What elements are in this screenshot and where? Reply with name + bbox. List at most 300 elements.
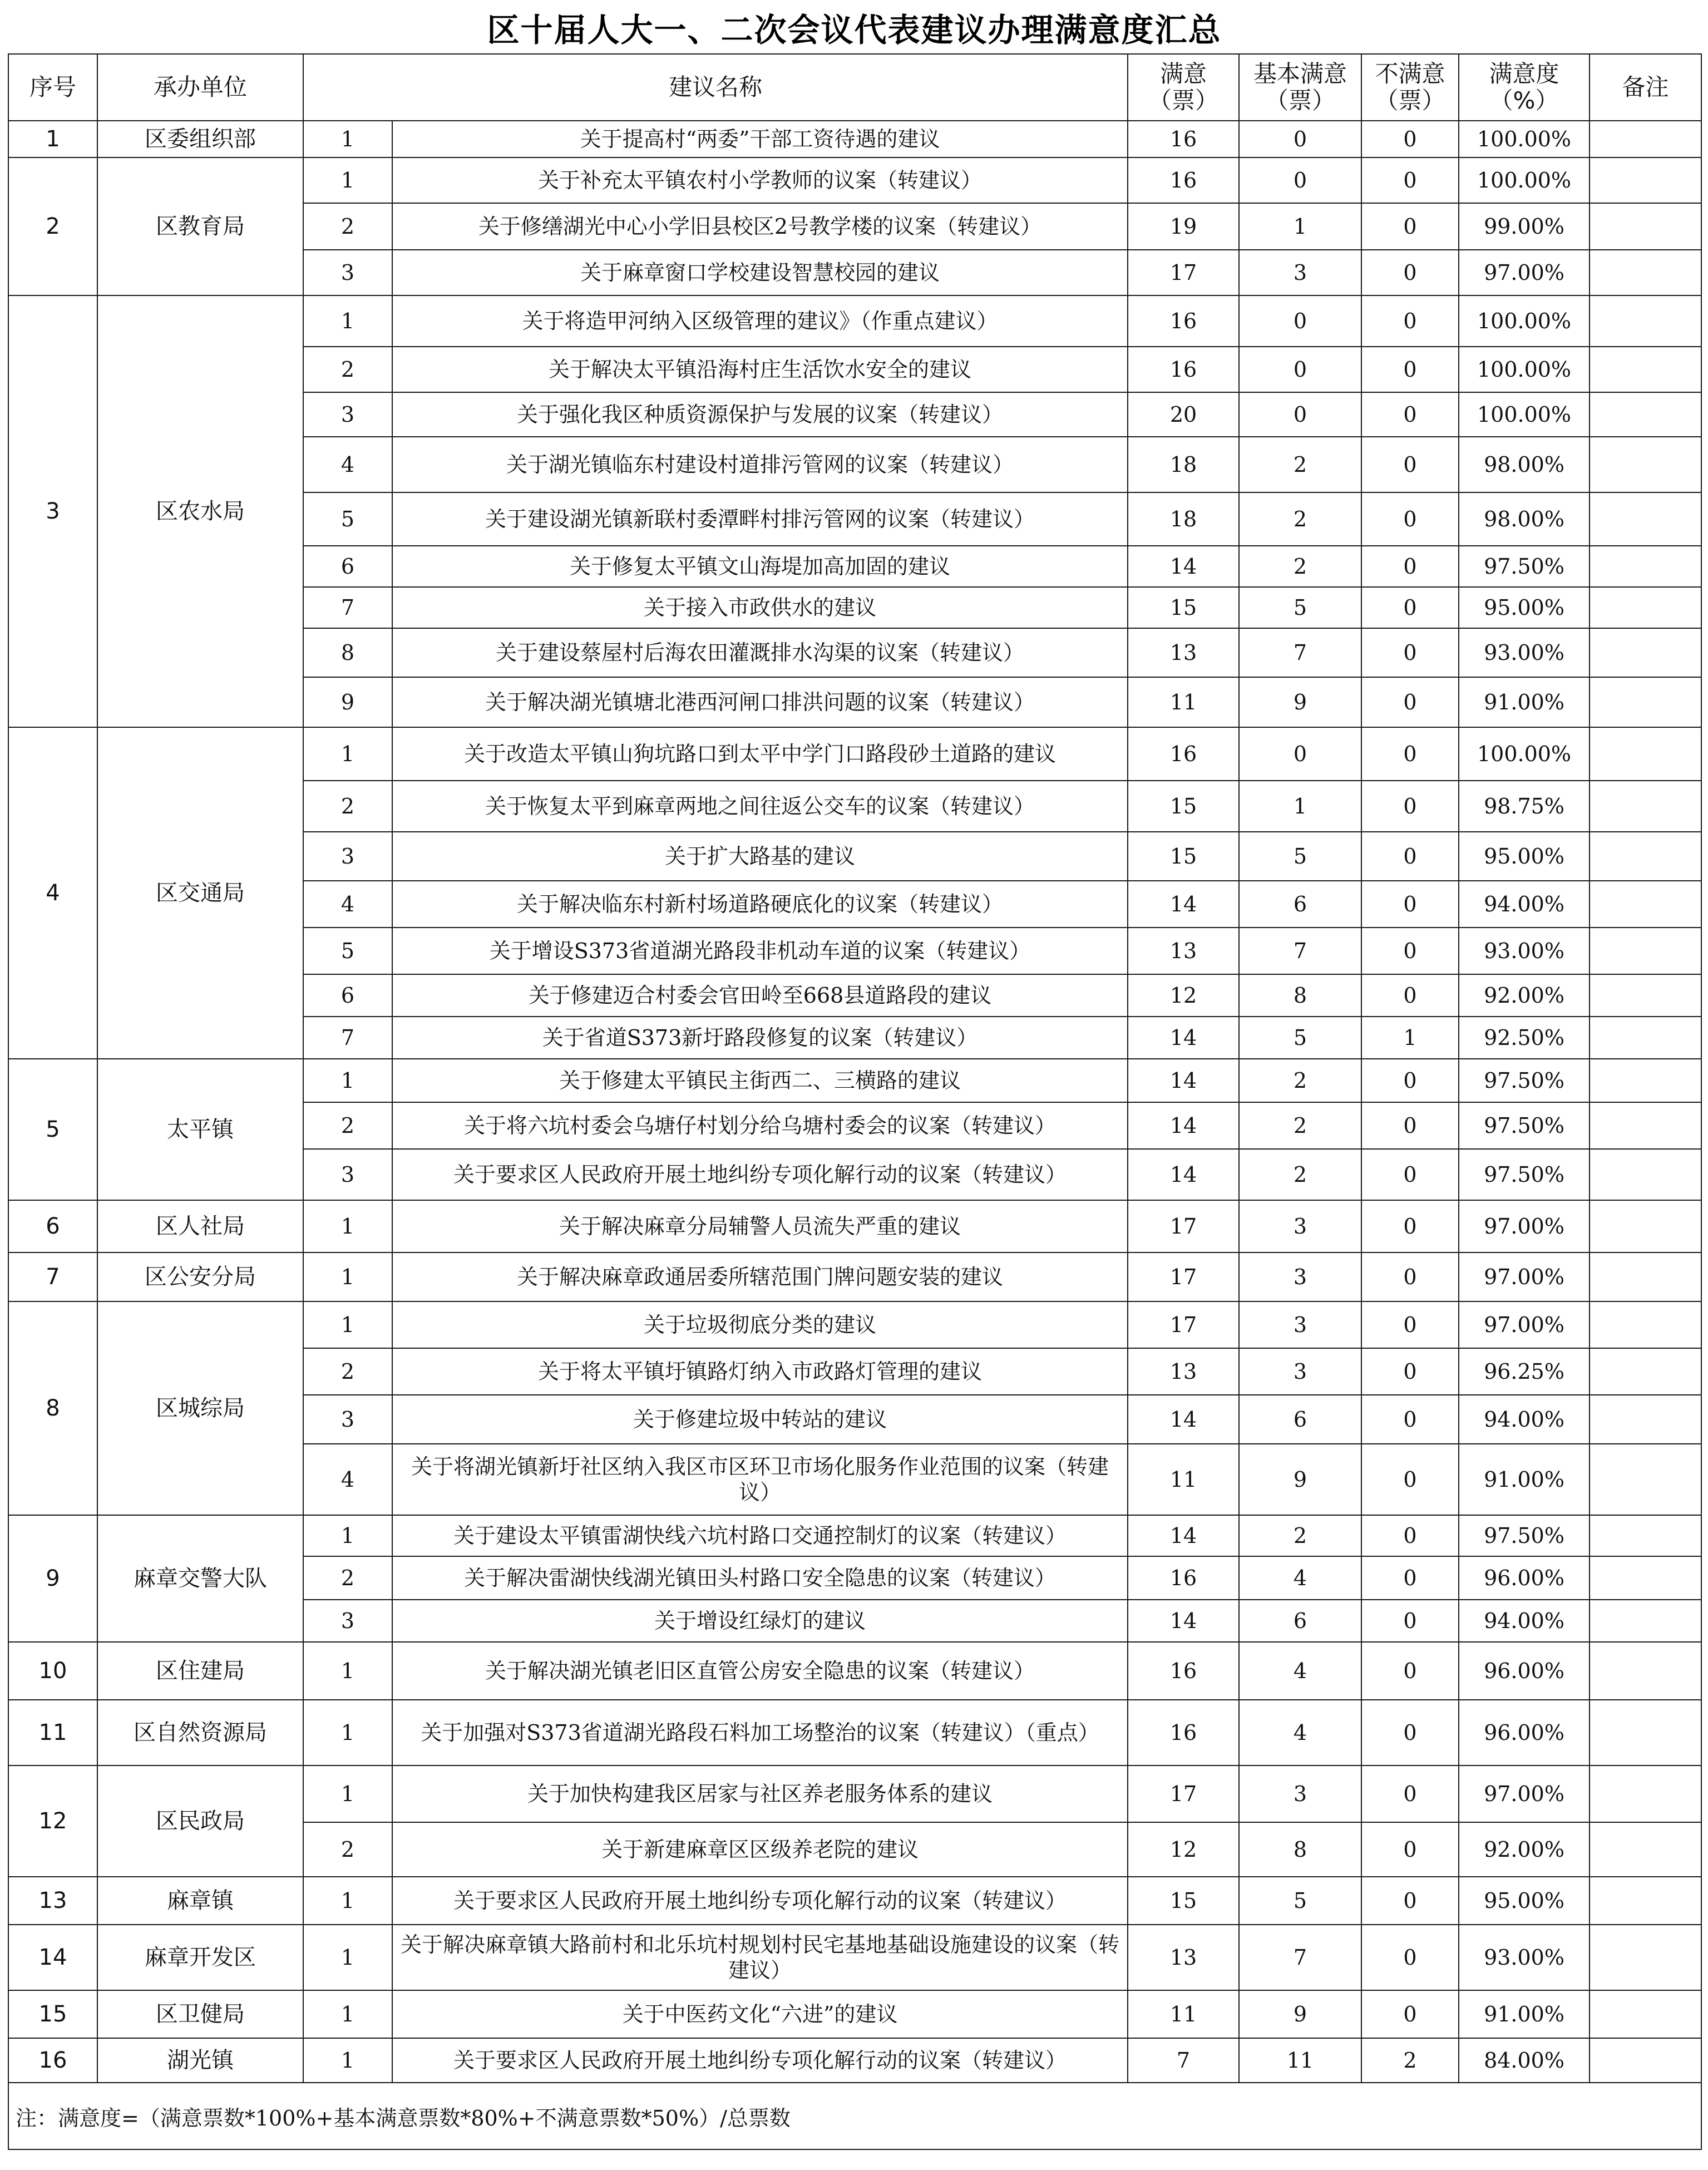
- cell-remark: [1589, 2038, 1701, 2083]
- cell-unit: 区交通局: [97, 727, 303, 1059]
- cell-item-no: 7: [303, 1017, 392, 1059]
- cell-remark: [1589, 781, 1701, 832]
- cell-satisfied: 12: [1128, 1822, 1239, 1877]
- cell-unsatisfied: 0: [1361, 1301, 1459, 1348]
- cell-proposal-name: 关于要求区人民政府开展土地纠纷专项化解行动的议案（转建议）: [392, 1877, 1128, 1925]
- table-row: [8, 1252, 1701, 1301]
- cell-rate: 97.50%: [1459, 1102, 1589, 1149]
- cell-seq: 7: [8, 1252, 97, 1301]
- cell-unsatisfied: 0: [1361, 1877, 1459, 1925]
- header-seq: 序号: [8, 54, 97, 121]
- cell-seq: 12: [8, 1765, 97, 1877]
- cell-unsatisfied: 0: [1361, 1102, 1459, 1149]
- cell-proposal-name: 关于增设红绿灯的建议: [392, 1600, 1128, 1642]
- cell-rate: 94.00%: [1459, 881, 1589, 928]
- cell-satisfied: 13: [1128, 928, 1239, 974]
- cell-satisfied: 14: [1128, 1515, 1239, 1556]
- cell-unsatisfied: 0: [1361, 1348, 1459, 1395]
- cell-satisfied: 13: [1128, 1925, 1239, 1990]
- cell-rate: 100.00%: [1459, 347, 1589, 392]
- cell-basic: 5: [1239, 1877, 1361, 1925]
- cell-satisfied: 11: [1128, 1444, 1239, 1515]
- cell-rate: 97.00%: [1459, 1200, 1589, 1252]
- cell-rate: 97.50%: [1459, 1515, 1589, 1556]
- header-remark: 备注: [1589, 54, 1701, 121]
- cell-remark: [1589, 347, 1701, 392]
- cell-remark: [1589, 1515, 1701, 1556]
- cell-item-no: 3: [303, 250, 392, 295]
- cell-proposal-name: 关于建设太平镇雷湖快线六坑村路口交通控制灯的议案（转建议）: [392, 1515, 1128, 1556]
- cell-remark: [1589, 392, 1701, 437]
- cell-remark: [1589, 974, 1701, 1017]
- cell-remark: [1589, 832, 1701, 881]
- cell-basic: 2: [1239, 492, 1361, 546]
- header-basic: 基本满意 （票）: [1239, 54, 1361, 121]
- table-row: [8, 1700, 1701, 1765]
- cell-satisfied: 16: [1128, 157, 1239, 203]
- cell-proposal-name: 关于修建迈合村委会官田岭至668县道路段的建议: [392, 974, 1128, 1017]
- cell-rate: 91.00%: [1459, 1990, 1589, 2038]
- cell-satisfied: 7: [1128, 2038, 1239, 2083]
- cell-unsatisfied: 0: [1361, 437, 1459, 492]
- cell-proposal-name: 关于解决麻章分局辅警人员流失严重的建议: [392, 1200, 1128, 1252]
- page-title: 区十届人大一、二次会议代表建议办理满意度汇总: [487, 11, 1222, 49]
- cell-remark: [1589, 250, 1701, 295]
- table-row: [8, 1059, 1701, 1102]
- cell-proposal-name: 关于垃圾彻底分类的建议: [392, 1301, 1128, 1348]
- table-row: [8, 2038, 1701, 2083]
- cell-basic: 4: [1239, 1642, 1361, 1700]
- cell-unsatisfied: 0: [1361, 203, 1459, 250]
- cell-seq: 13: [8, 1877, 97, 1925]
- cell-item-no: 9: [303, 677, 392, 727]
- cell-basic: 7: [1239, 928, 1361, 974]
- cell-item-no: 2: [303, 1556, 392, 1600]
- cell-proposal-name: 关于接入市政供水的建议: [392, 587, 1128, 628]
- cell-unsatisfied: 0: [1361, 1515, 1459, 1556]
- cell-satisfied: 17: [1128, 1252, 1239, 1301]
- cell-rate: 99.00%: [1459, 203, 1589, 250]
- cell-unit: 区人社局: [97, 1200, 303, 1252]
- cell-proposal-name: 关于补充太平镇农村小学教师的议案（转建议）: [392, 157, 1128, 203]
- cell-item-no: 3: [303, 1149, 392, 1200]
- cell-rate: 92.00%: [1459, 974, 1589, 1017]
- cell-unsatisfied: 0: [1361, 1700, 1459, 1765]
- cell-basic: 0: [1239, 295, 1361, 347]
- cell-item-no: 1: [303, 1059, 392, 1102]
- cell-seq: 8: [8, 1301, 97, 1515]
- cell-remark: [1589, 928, 1701, 974]
- cell-proposal-name: 关于建设湖光镇新联村委潭畔村排污管网的议案（转建议）: [392, 492, 1128, 546]
- cell-item-no: 1: [303, 2038, 392, 2083]
- cell-unsatisfied: 0: [1361, 1822, 1459, 1877]
- cell-remark: [1589, 677, 1701, 727]
- cell-item-no: 1: [303, 1700, 392, 1765]
- cell-item-no: 2: [303, 1822, 392, 1877]
- cell-basic: 0: [1239, 347, 1361, 392]
- cell-item-no: 1: [303, 1642, 392, 1700]
- cell-unsatisfied: 0: [1361, 587, 1459, 628]
- cell-remark: [1589, 1017, 1701, 1059]
- cell-basic: 9: [1239, 677, 1361, 727]
- cell-remark: [1589, 1600, 1701, 1642]
- cell-satisfied: 14: [1128, 1600, 1239, 1642]
- cell-rate: 97.50%: [1459, 1149, 1589, 1200]
- cell-item-no: 2: [303, 347, 392, 392]
- cell-basic: 6: [1239, 1395, 1361, 1444]
- cell-proposal-name: 关于解决太平镇沿海村庄生活饮水安全的建议: [392, 347, 1128, 392]
- cell-unit: 区住建局: [97, 1642, 303, 1700]
- cell-proposal-name: 关于省道S373新圩路段修复的议案（转建议）: [392, 1017, 1128, 1059]
- cell-unsatisfied: 0: [1361, 1059, 1459, 1102]
- cell-seq: 4: [8, 727, 97, 1059]
- cell-satisfied: 13: [1128, 628, 1239, 677]
- cell-basic: 0: [1239, 121, 1361, 157]
- cell-satisfied: 13: [1128, 1348, 1239, 1395]
- cell-rate: 91.00%: [1459, 677, 1589, 727]
- cell-proposal-name: 关于将六坑村委会乌塘仔村划分给乌塘村委会的议案（转建议）: [392, 1102, 1128, 1149]
- cell-remark: [1589, 295, 1701, 347]
- cell-rate: 84.00%: [1459, 2038, 1589, 2083]
- cell-unsatisfied: 0: [1361, 1765, 1459, 1822]
- cell-proposal-name: 关于增设S373省道湖光路段非机动车道的议案（转建议）: [392, 928, 1128, 974]
- cell-proposal-name: 关于中医药文化“六进”的建议: [392, 1990, 1128, 2038]
- cell-satisfied: 15: [1128, 1877, 1239, 1925]
- cell-proposal-name: 关于将造甲河纳入区级管理的建议》（作重点建议）: [392, 295, 1128, 347]
- cell-remark: [1589, 1642, 1701, 1700]
- cell-satisfied: 16: [1128, 1700, 1239, 1765]
- cell-basic: 6: [1239, 1600, 1361, 1642]
- cell-proposal-name: 关于湖光镇临东村建设村道排污管网的议案（转建议）: [392, 437, 1128, 492]
- footnote: 注：满意度=（满意票数*100%+基本满意票数*80%+不满意票数*50%）/总票数: [8, 2083, 1701, 2149]
- cell-rate: 97.50%: [1459, 1059, 1589, 1102]
- cell-basic: 7: [1239, 628, 1361, 677]
- cell-rate: 97.50%: [1459, 546, 1589, 587]
- cell-proposal-name: 关于解决麻章镇大路前村和北乐坑村规划村民宅基地基础设施建设的议案（转建议）: [392, 1925, 1128, 1990]
- cell-unit: 区委组织部: [97, 121, 303, 157]
- cell-proposal-name: 关于要求区人民政府开展土地纠纷专项化解行动的议案（转建议）: [392, 1149, 1128, 1200]
- cell-seq: 5: [8, 1059, 97, 1200]
- cell-remark: [1589, 1395, 1701, 1444]
- cell-rate: 96.00%: [1459, 1556, 1589, 1600]
- cell-satisfied: 14: [1128, 1059, 1239, 1102]
- cell-remark: [1589, 492, 1701, 546]
- cell-satisfied: 20: [1128, 392, 1239, 437]
- cell-rate: 98.75%: [1459, 781, 1589, 832]
- cell-item-no: 6: [303, 546, 392, 587]
- cell-unsatisfied: 0: [1361, 781, 1459, 832]
- cell-item-no: 1: [303, 1252, 392, 1301]
- cell-unsatisfied: 0: [1361, 347, 1459, 392]
- cell-rate: 92.50%: [1459, 1017, 1589, 1059]
- table-row: [8, 295, 1701, 347]
- cell-satisfied: 18: [1128, 437, 1239, 492]
- cell-satisfied: 17: [1128, 1200, 1239, 1252]
- cell-remark: [1589, 1348, 1701, 1395]
- cell-unit: 区教育局: [97, 157, 303, 295]
- cell-item-no: 1: [303, 1200, 392, 1252]
- cell-item-no: 3: [303, 1395, 392, 1444]
- cell-rate: 97.00%: [1459, 250, 1589, 295]
- cell-proposal-name: 关于加快构建我区居家与社区养老服务体系的建议: [392, 1765, 1128, 1822]
- cell-proposal-name: 关于将太平镇圩镇路灯纳入市政路灯管理的建议: [392, 1348, 1128, 1395]
- table-row: [8, 1301, 1701, 1348]
- cell-unsatisfied: 0: [1361, 157, 1459, 203]
- cell-unsatisfied: 0: [1361, 1395, 1459, 1444]
- cell-unsatisfied: 0: [1361, 121, 1459, 157]
- cell-seq: 15: [8, 1990, 97, 2038]
- cell-satisfied: 16: [1128, 121, 1239, 157]
- cell-basic: 2: [1239, 1059, 1361, 1102]
- cell-unsatisfied: 0: [1361, 250, 1459, 295]
- header-row: [8, 54, 1701, 121]
- cell-item-no: 1: [303, 1990, 392, 2038]
- satisfaction-table: [8, 53, 1702, 2150]
- cell-proposal-name: 关于麻章窗口学校建设智慧校园的建议: [392, 250, 1128, 295]
- cell-satisfied: 14: [1128, 1102, 1239, 1149]
- cell-basic: 6: [1239, 881, 1361, 928]
- cell-satisfied: 16: [1128, 1642, 1239, 1700]
- cell-unsatisfied: 0: [1361, 1200, 1459, 1252]
- cell-item-no: 7: [303, 587, 392, 628]
- cell-remark: [1589, 1102, 1701, 1149]
- cell-seq: 2: [8, 157, 97, 295]
- cell-satisfied: 16: [1128, 295, 1239, 347]
- cell-remark: [1589, 628, 1701, 677]
- cell-seq: 10: [8, 1642, 97, 1700]
- cell-basic: 2: [1239, 1149, 1361, 1200]
- cell-basic: 2: [1239, 437, 1361, 492]
- cell-remark: [1589, 1765, 1701, 1822]
- cell-satisfied: 17: [1128, 1301, 1239, 1348]
- cell-basic: 3: [1239, 1348, 1361, 1395]
- cell-remark: [1589, 121, 1701, 157]
- cell-rate: 94.00%: [1459, 1395, 1589, 1444]
- cell-rate: 96.00%: [1459, 1700, 1589, 1765]
- cell-unsatisfied: 1: [1361, 1017, 1459, 1059]
- cell-unsatisfied: 0: [1361, 628, 1459, 677]
- cell-item-no: 4: [303, 1444, 392, 1515]
- cell-satisfied: 16: [1128, 347, 1239, 392]
- cell-proposal-name: 关于解决麻章政通居委所辖范围门牌问题安装的建议: [392, 1252, 1128, 1301]
- cell-proposal-name: 关于新建麻章区区级养老院的建议: [392, 1822, 1128, 1877]
- cell-satisfied: 11: [1128, 1990, 1239, 2038]
- cell-proposal-name: 关于解决雷湖快线湖光镇田头村路口安全隐患的议案（转建议）: [392, 1556, 1128, 1600]
- cell-rate: 93.00%: [1459, 1925, 1589, 1990]
- cell-item-no: 1: [303, 1515, 392, 1556]
- cell-basic: 11: [1239, 2038, 1361, 2083]
- cell-satisfied: 18: [1128, 492, 1239, 546]
- cell-unit: 湖光镇: [97, 2038, 303, 2083]
- cell-basic: 0: [1239, 727, 1361, 781]
- table-row: [8, 1200, 1701, 1252]
- cell-seq: 16: [8, 2038, 97, 2083]
- cell-item-no: 1: [303, 157, 392, 203]
- cell-rate: 93.00%: [1459, 928, 1589, 974]
- cell-satisfied: 12: [1128, 974, 1239, 1017]
- cell-basic: 9: [1239, 1990, 1361, 2038]
- cell-rate: 91.00%: [1459, 1444, 1589, 1515]
- cell-proposal-name: 关于修建垃圾中转站的建议: [392, 1395, 1128, 1444]
- cell-rate: 96.00%: [1459, 1642, 1589, 1700]
- cell-basic: 4: [1239, 1700, 1361, 1765]
- cell-item-no: 2: [303, 1102, 392, 1149]
- cell-proposal-name: 关于恢复太平到麻章两地之间往返公交车的议案（转建议）: [392, 781, 1128, 832]
- cell-basic: 1: [1239, 203, 1361, 250]
- header-proposal: 建议名称: [303, 54, 1128, 121]
- cell-satisfied: 17: [1128, 250, 1239, 295]
- cell-basic: 2: [1239, 1515, 1361, 1556]
- cell-unsatisfied: 0: [1361, 1642, 1459, 1700]
- cell-rate: 95.00%: [1459, 1877, 1589, 1925]
- cell-unsatisfied: 0: [1361, 1149, 1459, 1200]
- cell-proposal-name: 关于要求区人民政府开展土地纠纷专项化解行动的议案（转建议）: [392, 2038, 1128, 2083]
- cell-seq: 11: [8, 1700, 97, 1765]
- cell-remark: [1589, 881, 1701, 928]
- cell-unit: 麻章镇: [97, 1877, 303, 1925]
- cell-satisfied: 17: [1128, 1765, 1239, 1822]
- cell-satisfied: 15: [1128, 832, 1239, 881]
- cell-seq: 6: [8, 1200, 97, 1252]
- table-body: [8, 121, 1701, 2083]
- cell-proposal-name: 关于建设蔡屋村后海农田灌溉排水沟渠的议案（转建议）: [392, 628, 1128, 677]
- header-unit: 承办单位: [97, 54, 303, 121]
- cell-proposal-name: 关于强化我区种质资源保护与发展的议案（转建议）: [392, 392, 1128, 437]
- cell-basic: 5: [1239, 587, 1361, 628]
- cell-proposal-name: 关于修复太平镇文山海堤加高加固的建议: [392, 546, 1128, 587]
- cell-item-no: 1: [303, 1765, 392, 1822]
- table-row: [8, 121, 1701, 157]
- cell-basic: 3: [1239, 1200, 1361, 1252]
- cell-satisfied: 14: [1128, 881, 1239, 928]
- cell-item-no: 1: [303, 1925, 392, 1990]
- cell-satisfied: 11: [1128, 677, 1239, 727]
- cell-unsatisfied: 0: [1361, 1444, 1459, 1515]
- cell-rate: 98.00%: [1459, 492, 1589, 546]
- cell-rate: 100.00%: [1459, 727, 1589, 781]
- cell-unsatisfied: 0: [1361, 1990, 1459, 2038]
- cell-item-no: 3: [303, 1600, 392, 1642]
- cell-rate: 100.00%: [1459, 392, 1589, 437]
- cell-rate: 100.00%: [1459, 157, 1589, 203]
- cell-unit: 麻章交警大队: [97, 1515, 303, 1642]
- cell-unit: 太平镇: [97, 1059, 303, 1200]
- cell-basic: 2: [1239, 546, 1361, 587]
- cell-basic: 3: [1239, 1301, 1361, 1348]
- cell-remark: [1589, 1990, 1701, 2038]
- cell-unsatisfied: 2: [1361, 2038, 1459, 2083]
- cell-unit: 区农水局: [97, 295, 303, 727]
- cell-seq: 3: [8, 295, 97, 727]
- cell-item-no: 3: [303, 832, 392, 881]
- cell-seq: 14: [8, 1925, 97, 1990]
- cell-remark: [1589, 1059, 1701, 1102]
- cell-proposal-name: 关于修缮湖光中心小学旧县校区2号教学楼的议案（转建议）: [392, 203, 1128, 250]
- cell-rate: 100.00%: [1459, 295, 1589, 347]
- cell-basic: 3: [1239, 250, 1361, 295]
- cell-remark: [1589, 1444, 1701, 1515]
- cell-item-no: 5: [303, 928, 392, 974]
- cell-satisfied: 14: [1128, 1395, 1239, 1444]
- cell-seq: 1: [8, 121, 97, 157]
- table-row: [8, 1765, 1701, 1822]
- cell-satisfied: 14: [1128, 1017, 1239, 1059]
- cell-proposal-name: 关于解决湖光镇塘北港西河闸口排洪问题的议案（转建议）: [392, 677, 1128, 727]
- cell-remark: [1589, 203, 1701, 250]
- cell-unit: 区自然资源局: [97, 1700, 303, 1765]
- cell-unsatisfied: 0: [1361, 727, 1459, 781]
- cell-remark: [1589, 1149, 1701, 1200]
- cell-unit: 区公安分局: [97, 1252, 303, 1301]
- cell-proposal-name: 关于解决湖光镇老旧区直管公房安全隐患的议案（转建议）: [392, 1642, 1128, 1700]
- cell-proposal-name: 关于扩大路基的建议: [392, 832, 1128, 881]
- cell-remark: [1589, 157, 1701, 203]
- cell-satisfied: 15: [1128, 587, 1239, 628]
- table-row: [8, 1877, 1701, 1925]
- cell-basic: 0: [1239, 392, 1361, 437]
- table-row: [8, 1990, 1701, 2038]
- cell-satisfied: 14: [1128, 546, 1239, 587]
- cell-proposal-name: 关于将湖光镇新圩社区纳入我区市区环卫市场化服务作业范围的议案（转建议）: [392, 1444, 1128, 1515]
- cell-unsatisfied: 0: [1361, 1252, 1459, 1301]
- cell-basic: 2: [1239, 1102, 1361, 1149]
- cell-item-no: 1: [303, 1301, 392, 1348]
- cell-basic: 8: [1239, 974, 1361, 1017]
- cell-unsatisfied: 0: [1361, 1600, 1459, 1642]
- cell-rate: 97.00%: [1459, 1765, 1589, 1822]
- cell-basic: 7: [1239, 1925, 1361, 1990]
- cell-remark: [1589, 1301, 1701, 1348]
- cell-unsatisfied: 0: [1361, 881, 1459, 928]
- table-row: [8, 157, 1701, 203]
- cell-item-no: 3: [303, 392, 392, 437]
- cell-item-no: 4: [303, 881, 392, 928]
- table-row: [8, 1925, 1701, 1990]
- cell-unit: 区城综局: [97, 1301, 303, 1515]
- cell-remark: [1589, 1556, 1701, 1600]
- header-rate: 满意度 （%）: [1459, 54, 1589, 121]
- spreadsheet: [8, 0, 1701, 2150]
- cell-basic: 3: [1239, 1765, 1361, 1822]
- cell-satisfied: 19: [1128, 203, 1239, 250]
- cell-satisfied: 14: [1128, 1149, 1239, 1200]
- cell-item-no: 8: [303, 628, 392, 677]
- cell-item-no: 5: [303, 492, 392, 546]
- cell-item-no: 4: [303, 437, 392, 492]
- table-row: [8, 1642, 1701, 1700]
- cell-unsatisfied: 0: [1361, 1925, 1459, 1990]
- cell-remark: [1589, 587, 1701, 628]
- cell-item-no: 1: [303, 727, 392, 781]
- cell-remark: [1589, 727, 1701, 781]
- cell-item-no: 1: [303, 121, 392, 157]
- cell-proposal-name: 关于修建太平镇民主街西二、三横路的建议: [392, 1059, 1128, 1102]
- cell-unit: 区民政局: [97, 1765, 303, 1877]
- cell-unsatisfied: 0: [1361, 832, 1459, 881]
- cell-remark: [1589, 1700, 1701, 1765]
- cell-rate: 94.00%: [1459, 1600, 1589, 1642]
- cell-rate: 97.00%: [1459, 1301, 1589, 1348]
- cell-unit: 麻章开发区: [97, 1925, 303, 1990]
- cell-rate: 97.00%: [1459, 1252, 1589, 1301]
- cell-proposal-name: 关于提高村“两委”干部工资待遇的建议: [392, 121, 1128, 157]
- cell-unsatisfied: 0: [1361, 392, 1459, 437]
- cell-rate: 93.00%: [1459, 628, 1589, 677]
- cell-rate: 95.00%: [1459, 832, 1589, 881]
- cell-satisfied: 16: [1128, 727, 1239, 781]
- cell-item-no: 1: [303, 1877, 392, 1925]
- cell-remark: [1589, 546, 1701, 587]
